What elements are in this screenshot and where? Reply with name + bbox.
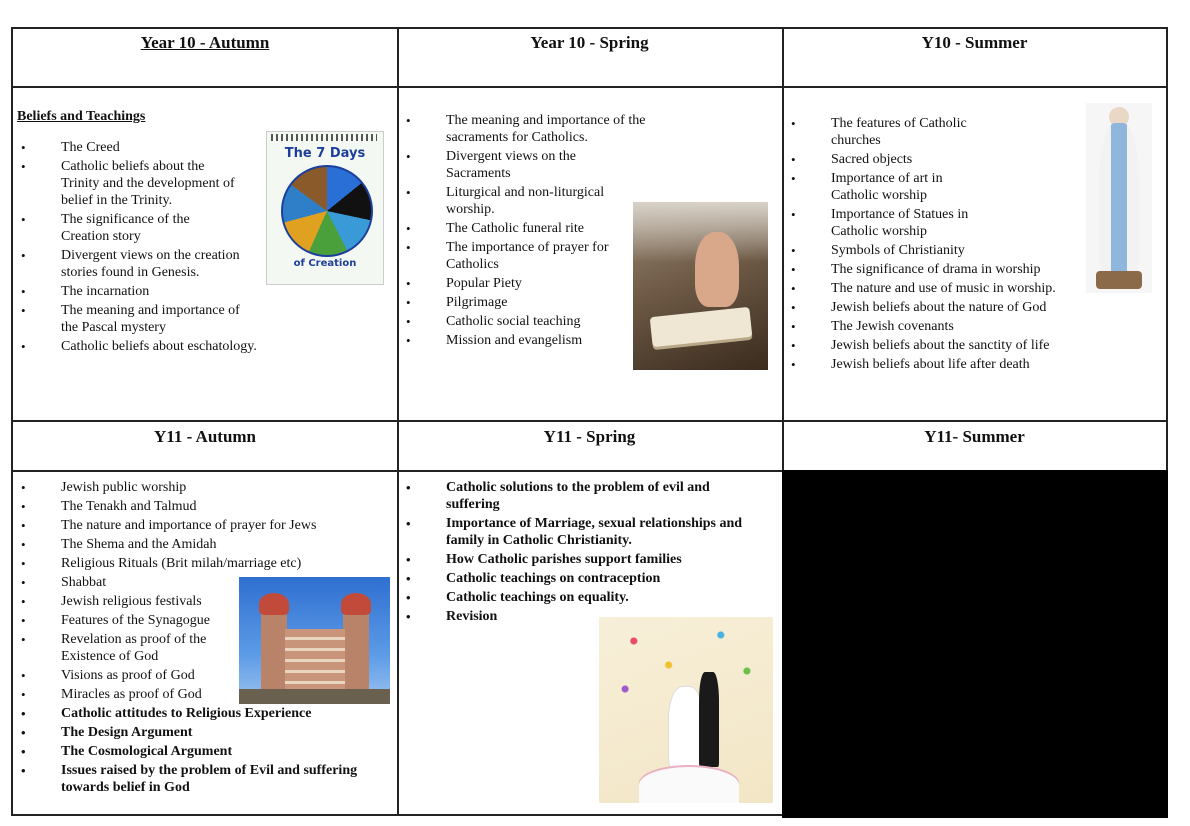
list-item: • The Catholic funeral rite [402, 220, 631, 237]
list-item: • Catholic teachings on equality. [402, 589, 780, 606]
list-item: • The meaning and importance of the Pascal mystery [17, 302, 251, 336]
cake-top [639, 767, 739, 803]
list-item: • Catholic teachings on contraception [402, 570, 780, 587]
list-item: • Catholic beliefs about the Trinity and the development of belief in the Trinity. [17, 158, 241, 209]
synagogue-ground [239, 689, 390, 704]
list-item: • Pilgrimage [402, 294, 652, 311]
topic-list [17, 139, 279, 355]
synagogue-dome-left [259, 593, 289, 615]
seven-days-of-creation-image [266, 131, 384, 285]
topic-list [402, 112, 652, 349]
virgin-mary-statue-image [1086, 103, 1152, 293]
cell-year10-autumn [17, 108, 279, 357]
list-item: • Revelation as proof of the Existence of God [17, 631, 231, 665]
open-bible [650, 307, 753, 347]
header-year10-summer: Y10 - Summer [921, 33, 1028, 52]
list-item: • Features of the Synagogue [17, 612, 397, 629]
list-item: • Symbols of Christianity [787, 242, 1087, 259]
header-year11-spring: Y11 - Spring [543, 427, 636, 446]
list-item: • The incarnation [17, 283, 279, 300]
list-item: • Jewish beliefs about the sanctity of life [787, 337, 1131, 354]
row-divider [13, 470, 783, 472]
image-title: The 7 Days [284, 146, 366, 161]
list-item: • Importance of Statues in Catholic worship [787, 206, 1001, 240]
row-divider [13, 86, 1166, 88]
list-item: • Jewish beliefs about the nature of God [787, 299, 1131, 316]
list-item: • Religious Rituals (Brit milah/marriage etc) [17, 555, 397, 572]
list-item: • Catholic social teaching [402, 313, 652, 330]
list-item: • How Catholic parishes support families [402, 551, 780, 568]
list-item: • The Jewish covenants [787, 318, 1087, 335]
list-item: • Importance of Marriage, sexual relationships and family in Catholic Christianity. [402, 515, 776, 549]
list-item: • The significance of drama in worship [787, 261, 1087, 278]
list-item: • Importance of art in Catholic worship [787, 170, 976, 204]
groom-suit [699, 672, 719, 767]
list-item: • The nature and importance of prayer for Jews [17, 517, 397, 534]
cell-year10-spring [402, 112, 652, 351]
list-item: • Miracles as proof of God [17, 686, 397, 703]
list-item: • Issues raised by the problem of Evil and suffering towards belief in God [17, 762, 396, 796]
list-item: • Jewish beliefs about life after death [787, 356, 1131, 373]
list-item: • Divergent views on the creation stories found in Genesis. [17, 247, 266, 281]
list-item: • Jewish religious festivals [17, 593, 397, 610]
list-item: • Shabbat [17, 574, 397, 591]
redacted-area [782, 470, 1168, 818]
section-title: Beliefs and Teachings [17, 109, 146, 124]
list-item: • The Shema and the Amidah [17, 536, 397, 553]
list-item: • Catholic beliefs about eschatology. [17, 338, 321, 355]
list-item: • The meaning and importance of the sacraments for Catholics. [402, 112, 646, 146]
list-item: • Catholic solutions to the problem of evil and suffering [402, 479, 746, 513]
column-divider [782, 29, 784, 474]
statue-robe [1099, 123, 1139, 273]
list-item: • Visions as proof of God [17, 667, 397, 684]
wedding-cake-topper-image [599, 617, 773, 803]
praying-hands [695, 232, 739, 307]
topic-list [787, 115, 1087, 373]
list-item: • Divergent views on the Sacraments [402, 148, 606, 182]
cell-year11-spring [402, 479, 780, 627]
list-item: • The Tenakh and Talmud [17, 498, 397, 515]
header-year11-summer: Y11- Summer [924, 427, 1025, 446]
list-item: • The Design Argument [17, 724, 397, 741]
list-item: • Catholic attitudes to Religious Experience [17, 705, 397, 722]
list-item: • The features of Catholic churches [787, 115, 991, 149]
synagogue-dome-right [341, 593, 371, 615]
praying-hands-bible-image [633, 202, 768, 370]
list-item: • Sacred objects [787, 151, 1087, 168]
list-item: • Popular Piety [402, 275, 652, 292]
spiral-binding [271, 134, 377, 141]
list-item: • The importance of prayer for Catholics [402, 239, 611, 273]
list-item: • The Cosmological Argument [17, 743, 397, 760]
image-subtitle: of Creation [293, 258, 357, 269]
list-item: • The nature and use of music in worship. [787, 280, 1131, 297]
topic-list [402, 479, 780, 625]
cell-year10-summer [787, 115, 1087, 375]
synagogue-image [239, 577, 390, 704]
header-year10-autumn: Year 10 - Autumn [140, 33, 270, 52]
list-item: • Mission and evangelism [402, 332, 652, 349]
header-year11-autumn: Y11 - Autumn [153, 427, 257, 446]
list-item: • The Creed [17, 139, 279, 156]
list-item: • Revision [402, 608, 780, 625]
bride-dress [669, 687, 703, 767]
creation-wheel [281, 165, 373, 257]
list-item: • Liturgical and non-liturgical worship. [402, 184, 631, 218]
row-divider [13, 420, 1166, 422]
list-item: • The significance of the Creation story [17, 211, 211, 245]
header-year10-spring: Year 10 - Spring [530, 33, 649, 52]
list-item: • Jewish public worship [17, 479, 397, 496]
statue-base [1096, 271, 1142, 289]
